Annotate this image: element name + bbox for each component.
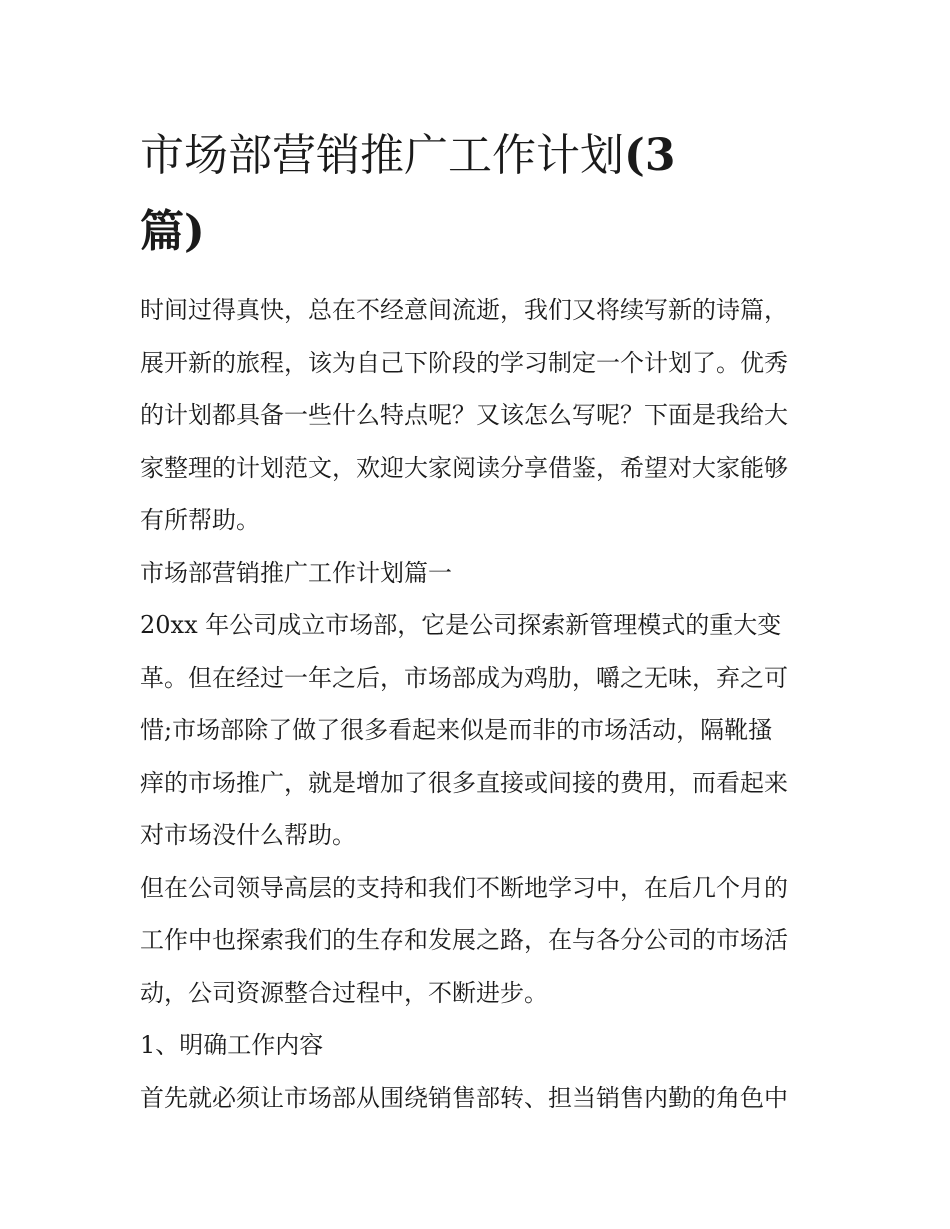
body-paragraph xyxy=(140,1072,812,1125)
text-line: 首先就必须让市场部从围绕销售部转、担当销售内勤的角色中 xyxy=(140,1083,788,1112)
text-line: 有所帮助。 xyxy=(140,506,260,534)
text-line: 1、明确工作内容 xyxy=(140,1031,324,1059)
title-line-2 xyxy=(140,194,812,270)
text-line: 家整理的计划范文，欢迎大家阅读分享借鉴，希望对大家能够 xyxy=(140,453,788,482)
section-heading xyxy=(140,547,812,600)
text-line: 时间过得真快，总在不经意间流逝，我们又将续写新的诗篇， xyxy=(140,296,788,324)
title-count: (3 xyxy=(624,130,676,181)
text-line: 展开新的旅程，该为自己下阶段的学习制定一个计划了。优秀 xyxy=(140,348,788,377)
numbered-heading xyxy=(140,1019,812,1072)
text-line: 工作中也探索我们的生存和发展之路，在与各分公司的市场活 xyxy=(140,926,788,954)
text-line: 市场部营销推广工作计划篇一 xyxy=(140,558,452,587)
text-line: 动，公司资源整合过程中，不断进步。 xyxy=(140,978,548,1007)
title-text: 市场部营销推广工作计划 xyxy=(140,130,624,181)
intro-paragraph xyxy=(140,284,812,547)
text-line: 20xx 年公司成立市场部，它是公司探索新管理模式的重大变 xyxy=(140,611,782,639)
text-line: 但在公司领导高层的支持和我们不断地学习中，在后几个月的 xyxy=(140,873,788,902)
document-page xyxy=(140,118,812,1124)
document-title xyxy=(140,118,812,270)
text-line: 革。但在经过一年之后，市场部成为鸡肋，嚼之无味，弃之可 xyxy=(140,663,788,692)
title-suffix: 篇) xyxy=(140,206,205,257)
title-line-1 xyxy=(140,118,812,194)
text-line: 痒的市场推广，就是增加了很多直接或间接的费用，而看起来 xyxy=(140,768,788,797)
document-body xyxy=(140,284,812,1124)
body-paragraph xyxy=(140,599,812,862)
text-line: 的计划都具备一些什么特点呢？又该怎么写呢？下面是我给大 xyxy=(140,401,788,429)
text-line: 对市场没什么帮助。 xyxy=(140,821,356,849)
text-line: 惜;市场部除了做了很多看起来似是而非的市场活动，隔靴搔 xyxy=(140,716,773,744)
body-paragraph xyxy=(140,862,812,1020)
